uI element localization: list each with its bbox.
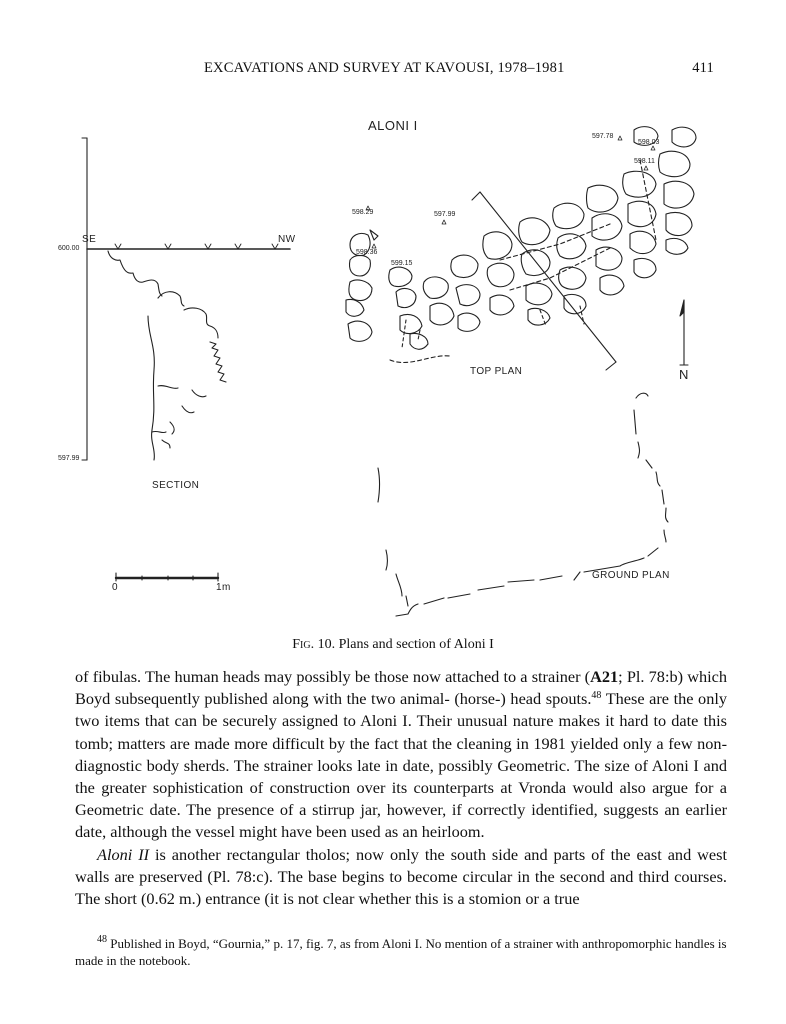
text-run: These are the only two items that can be securely assigned to Aloni I. Their unusual nature makes it hard to date this tomb; matters are made more difficult by the fact that the cleaning in 1981 yielded only a few non-diagnostic body sherds. The strainer looks late in date, possibly Geometric. The size of Aloni I and the greater sophistication of construction over its counterparts at Vronda would also argue for a Geometric date. The presence of a stirrup jar, however, if correctly identified, suggests an earlier date, although the vessel might have been used as an heirloom. bbox=[75, 689, 727, 842]
section-label: SECTION bbox=[152, 480, 200, 491]
page-number: 411 bbox=[692, 60, 714, 76]
elevation-label: 598.03 bbox=[638, 139, 660, 146]
figure-caption bbox=[0, 637, 786, 653]
paragraph bbox=[75, 844, 727, 911]
figure-drawing bbox=[60, 110, 740, 630]
body-text bbox=[75, 666, 727, 910]
footnote-number: 48 bbox=[97, 934, 107, 945]
elevation-label: 598.11 bbox=[634, 158, 655, 165]
scale-bar bbox=[116, 573, 218, 581]
section-top-elevation: 600.00 bbox=[58, 245, 80, 252]
north-label: N bbox=[679, 367, 689, 382]
running-title: EXCAVATIONS AND SURVEY AT KAVOUSI, 1978–1981 bbox=[204, 60, 565, 76]
footnote bbox=[75, 935, 727, 969]
elevation-label: 598.29 bbox=[352, 209, 374, 216]
text-run: ; Pl. 78:b) which Boyd subsequently published along with the two animal- (horse-) head spouts. bbox=[75, 667, 727, 709]
elevation-label: 597.78 bbox=[592, 133, 614, 140]
text-run: of fibulas. The human heads may possibly be those now attached to a strainer ( bbox=[75, 667, 591, 686]
footnote-text: Published in Boyd, “Gournia,” p. 17, fig. 7, as from Aloni I. No mention of a strainer with anthropomorphic handles is made in the notebook. bbox=[75, 936, 727, 968]
ground-plan-label: GROUND PLAN bbox=[592, 570, 670, 581]
text-run-italic: Aloni II bbox=[97, 844, 150, 864]
paragraph bbox=[75, 666, 727, 844]
elevation-label: 597.99 bbox=[434, 211, 456, 218]
north-arrow-icon bbox=[680, 300, 688, 365]
section-bottom-elevation: 597.99 bbox=[58, 455, 80, 462]
elevation-markers bbox=[366, 136, 655, 248]
section-se-label: SE bbox=[82, 234, 97, 245]
elevation-label: 598.36 bbox=[356, 249, 378, 256]
scale-one-meter: 1m bbox=[216, 582, 231, 593]
section-nw-label: NW bbox=[278, 234, 296, 245]
caption-prefix: Fig. 10. bbox=[292, 637, 336, 652]
catalog-ref: A21 bbox=[590, 667, 619, 686]
section-drawing bbox=[82, 138, 290, 460]
ground-plan-drawing bbox=[378, 393, 668, 616]
plan-title: ALONI I bbox=[368, 118, 418, 133]
text-run: is another rectangular tholos; now only the south side and parts of the east and west walls are preserved (Pl. 78:c). The base begins to become circular in the second and third courses. The short (0.62 m.) entrance (it is not clear whether this is a stomion or a true bbox=[75, 844, 727, 909]
scale-zero: 0 bbox=[112, 582, 118, 593]
caption-text: Plans and section of Aloni I bbox=[338, 637, 494, 652]
footnote-ref: 48 bbox=[591, 690, 602, 702]
elevation-label: 599.15 bbox=[391, 260, 413, 267]
figure-10 bbox=[60, 110, 740, 630]
top-plan-label: TOP PLAN bbox=[470, 366, 523, 377]
